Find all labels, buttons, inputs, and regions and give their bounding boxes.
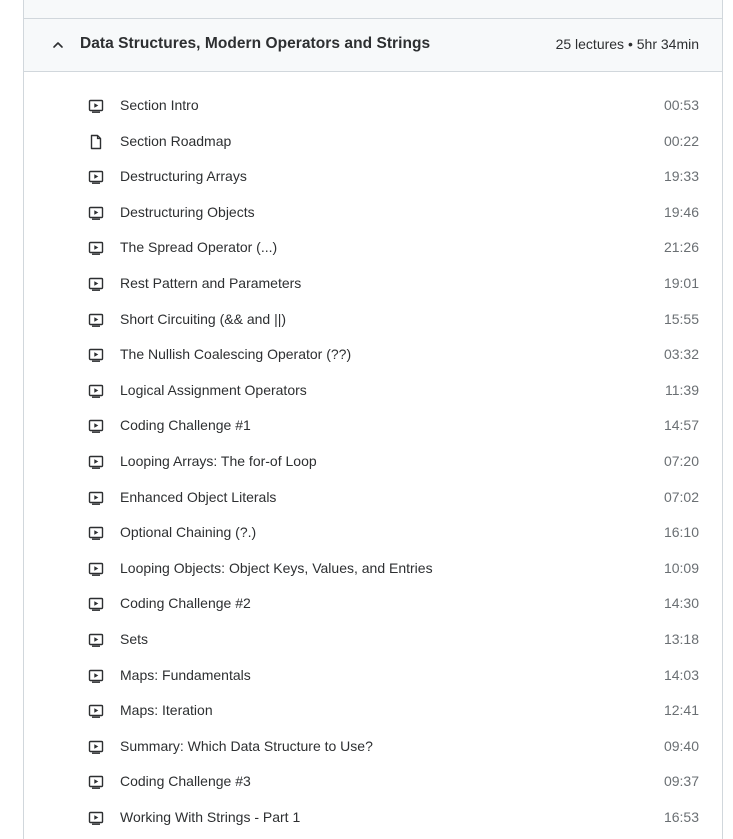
video-icon	[88, 632, 104, 648]
lecture-item[interactable]	[64, 337, 722, 373]
lecture-duration: 09:37	[663, 773, 699, 790]
lecture-duration: 14:30	[663, 595, 699, 612]
video-icon	[88, 774, 104, 790]
lecture-title[interactable]: Working With Strings - Part 1	[120, 808, 301, 825]
lecture-title[interactable]: Section Intro	[120, 97, 199, 113]
video-icon	[88, 810, 104, 826]
lecture-title[interactable]: Section Roadmap	[120, 132, 232, 149]
lecture-title[interactable]: Destructuring Objects	[120, 203, 255, 220]
lecture-title[interactable]: Short Circuiting (&& and ||)	[120, 310, 287, 327]
lecture-duration: 07:02	[663, 488, 699, 505]
lecture-title[interactable]: Optional Chaining (?.)	[120, 524, 257, 541]
video-icon	[88, 383, 104, 399]
lecture-title[interactable]: The Nullish Coalescing Operator (??)	[120, 346, 352, 363]
lecture-title[interactable]: The Spread Operator (...)	[120, 239, 278, 256]
lecture-list	[24, 72, 722, 835]
lecture-item[interactable]	[64, 408, 722, 444]
lecture-item[interactable]	[64, 266, 722, 302]
video-icon	[88, 596, 104, 612]
lecture-title[interactable]: Rest Pattern and Parameters	[120, 274, 302, 291]
section-header[interactable]	[24, 19, 722, 72]
lecture-item[interactable]	[64, 586, 722, 622]
lecture-item[interactable]	[64, 373, 722, 409]
lecture-item[interactable]	[64, 693, 722, 729]
lecture-item[interactable]	[64, 658, 722, 694]
lecture-duration: 21:26	[663, 239, 699, 256]
lecture-item[interactable]	[64, 764, 722, 800]
video-icon	[88, 454, 104, 470]
lecture-item[interactable]	[64, 159, 722, 195]
video-icon	[88, 668, 104, 684]
lecture-duration: 16:10	[663, 524, 699, 541]
video-icon	[88, 205, 104, 221]
lecture-duration: 10:09	[663, 559, 699, 576]
video-icon	[88, 347, 104, 363]
lecture-item[interactable]	[64, 622, 722, 658]
section-meta: 25 lectures • 5hr 34min	[555, 36, 699, 52]
lecture-title[interactable]: Maps: Iteration	[120, 702, 213, 719]
lecture-title[interactable]: Coding Challenge #1	[120, 417, 251, 434]
lecture-title[interactable]: Logical Assignment Operators	[120, 381, 307, 398]
video-icon	[88, 418, 104, 434]
lecture-title[interactable]: Looping Objects: Object Keys, Values, and Entries	[120, 559, 433, 576]
lecture-duration: 09:40	[663, 737, 699, 754]
file-icon	[88, 134, 104, 150]
video-icon	[88, 276, 104, 292]
lecture-duration: 07:20	[663, 452, 699, 469]
section-title: Data Structures, Modern Operators and Strings	[80, 35, 431, 52]
lecture-duration: 12:41	[663, 702, 699, 719]
video-icon	[88, 490, 104, 506]
video-icon	[88, 525, 104, 541]
lecture-duration: 13:18	[663, 630, 699, 647]
lecture-title[interactable]: Enhanced Object Literals	[120, 488, 277, 505]
lecture-duration: 15:55	[663, 310, 699, 327]
video-icon	[88, 739, 104, 755]
lecture-item[interactable]	[64, 515, 722, 551]
lecture-title[interactable]: Maps: Fundamentals	[120, 666, 251, 683]
lecture-item[interactable]	[64, 551, 722, 587]
video-icon	[88, 703, 104, 719]
lecture-title[interactable]: Coding Challenge #3	[120, 773, 251, 790]
course-content-panel	[23, 0, 723, 839]
video-icon	[88, 312, 104, 328]
lecture-item[interactable]	[64, 195, 722, 231]
lecture-duration: 03:32	[663, 346, 699, 363]
lecture-item[interactable]	[64, 480, 722, 516]
lecture-item[interactable]	[64, 302, 722, 338]
lecture-duration: 16:53	[663, 808, 699, 825]
lecture-item[interactable]	[64, 230, 722, 266]
lecture-duration: 19:33	[663, 168, 699, 185]
lecture-duration: 00:22	[663, 132, 699, 149]
lecture-title[interactable]: Destructuring Arrays	[120, 168, 247, 185]
lecture-title[interactable]: Coding Challenge #2	[120, 595, 251, 612]
lecture-duration: 19:01	[663, 274, 699, 291]
lecture-item[interactable]	[64, 800, 722, 836]
video-icon	[88, 98, 104, 114]
lecture-item[interactable]	[64, 124, 722, 160]
video-icon	[88, 240, 104, 256]
lecture-title[interactable]: Summary: Which Data Structure to Use?	[120, 737, 373, 754]
lecture-duration: 19:46	[663, 203, 699, 220]
chevron-up-icon[interactable]	[52, 39, 64, 51]
video-icon	[88, 169, 104, 185]
lecture-item[interactable]	[64, 444, 722, 480]
lecture-duration: 00:53	[663, 97, 699, 113]
lecture-title[interactable]: Looping Arrays: The for-of Loop	[120, 452, 317, 469]
lecture-item[interactable]	[64, 88, 722, 124]
previous-section-header[interactable]	[24, 0, 722, 19]
video-icon	[88, 561, 104, 577]
lecture-item[interactable]	[64, 729, 722, 765]
lecture-duration: 11:39	[665, 381, 699, 398]
lecture-duration: 14:57	[663, 417, 699, 434]
lecture-duration: 14:03	[663, 666, 699, 683]
lecture-title[interactable]: Sets	[120, 630, 149, 647]
